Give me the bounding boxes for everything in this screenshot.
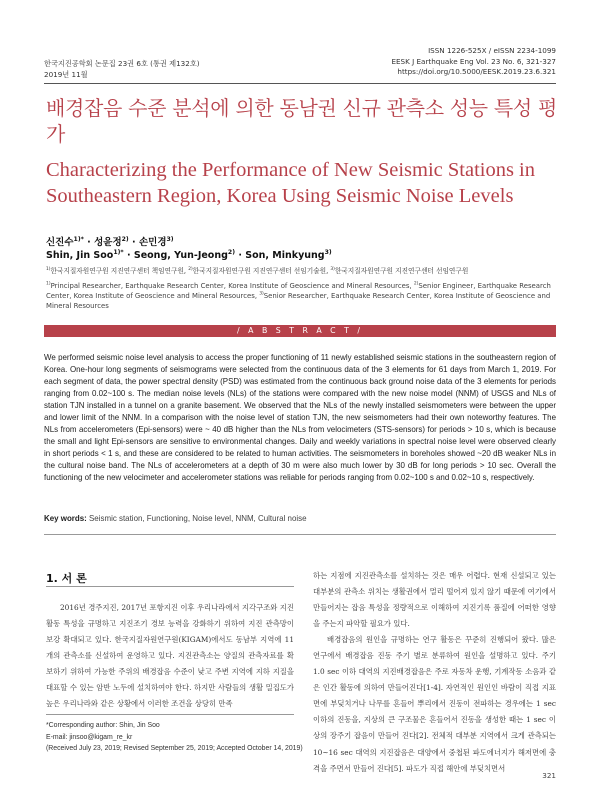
intro-paragraph: 하는 지점에 지진관측소를 설치하는 것은 매우 어렵다. 현재 신설되고 있는 대부분의 관측소 위치는 생활권에서 멀리 떨어져 있지 않기 때문에 여기에서 만들어지는 잡음 특성을 정량적으로 이해하여 지진기록 품질에 어떠한 영향을 주는지 파악할 필요가 있다.: [313, 571, 556, 629]
affiliation-text: Senior Researcher, Earthquake Research Center, Korea Institute of Geoscience and Mineral Resources: [46, 292, 551, 310]
author-email: E-mail: jinsoo@kigam_re_kr: [46, 733, 133, 741]
abstract-banner: [44, 325, 556, 337]
section-heading-introduction: 1. 서 론: [46, 572, 87, 585]
authors-ko: [46, 234, 174, 248]
issn: ISSN 1226-525X / eISSN 2234-1099: [428, 46, 556, 55]
author-separator: ·: [126, 250, 134, 261]
affiliation-sup: 3): [330, 266, 335, 272]
doi-link[interactable]: https://doi.org/10.5000/EESK.2019.23.6.321: [397, 67, 556, 76]
affiliation-sup: 1): [46, 281, 51, 287]
paper-title-ko: 배경잡음 수준 분석에 의한 동남권 신규 관측소 성능 특성 평가: [46, 96, 557, 146]
author-sup: 1)*: [113, 248, 124, 256]
footnote: [46, 720, 306, 755]
journal-name-ko: 한국지진공학회 논문집 23권 6호 (통권 제132호): [44, 59, 200, 68]
author-separator: ·: [87, 237, 95, 248]
affiliations-en: [46, 281, 556, 311]
section-divider: [46, 586, 294, 587]
author-sup: 2): [121, 235, 129, 243]
journal-name-en: EESK J Earthquake Eng Vol. 23 No. 6, 321-327: [391, 56, 556, 66]
page-number: 321: [542, 771, 556, 780]
affiliation-text: 한국지질자원연구원 지진연구센터 책임연구원,: [50, 267, 189, 275]
author-name: Son, Minkyung: [245, 250, 325, 261]
intro-text-right-column: [313, 568, 556, 777]
header-divider: [44, 83, 556, 84]
authors-en: [46, 250, 332, 261]
affiliation-sup: 2): [413, 281, 419, 287]
submission-dates: (Received July 23, 2019; Revised September 25, 2019; Accepted October 14, 2019): [46, 745, 303, 752]
affiliation-text: 한국지질자원연구원 지진연구센터 선임연구원: [334, 267, 469, 275]
author-name: Seong, Yun-Jeong: [133, 250, 228, 261]
affiliation-sup: 1): [46, 266, 51, 272]
affiliation-text: Principal Researcher, Earthquake Research Center, Korea Institute of Geoscience and Mineral Resources,: [50, 282, 414, 290]
intro-paragraph: 배경잡음의 원인을 규명하는 연구 활동은 꾸준히 진행되어 왔다. 많은 연구에서 배경잡음 진동 주기 별로 분류하여 원인을 설명하고 있다. 주기 1.0 sec 이하 대역의 지진배경잡음은 주로 자동차 운행, 기계작동 소음과 같은 인간 활동에 의하여 만들어진다[1-4]. 자연적인 원인인 바람이 직접 지표면에 부딪치거나 나무를 흔들어 뿌리에서 진동이 전파하는 경우에는 1 sec 이하의 진동을, 지상의 큰 구조물은 흔들어서 진동을 생성한 때는 1 sec 이상의 장주기 잡음이 만들어 진다[2]. 전체적 대부분 지역에서 크게 관측되는 10~16 sec 대역의 지진잡음은 대양에서 중첩된 파도에너지가 해저면에 충격을 주면서 만들어 진다[5]. 파도가 직접 해안에 부딪치면서: [313, 635, 556, 773]
author-sup: 3): [324, 248, 332, 256]
keywords-label: Key words:: [44, 514, 87, 523]
author-name: 손민경: [138, 237, 167, 248]
author-sup: 2): [227, 248, 236, 256]
issue-date-ko: 2019년 11월: [44, 69, 88, 79]
author-name: 성윤정: [94, 237, 122, 248]
affiliations-ko: [46, 265, 468, 275]
journal-header-left: [44, 59, 200, 80]
paper-title-en: Characterizing the Performance of New Seismic Stations in Southeastern Region, Korea Using Seismic Noise Levels: [46, 159, 536, 207]
author-name: Shin, Jin Soo: [46, 250, 114, 261]
affiliation-text: 한국지질자원연구원 지진연구센터 선임기술원,: [192, 267, 331, 275]
author-sup: 1)*: [73, 235, 84, 243]
abstract-text: We performed seismic noise level analysis to access the proper functioning of 11 newly established seismic stations in the southeastern region of Korea. One-hour long segments of seismograms were selected from the continuous data of the 3 elements for 61 days from March 1, 2019. For each segment of data, the power spectral density (PSD) was estimated from the continuous back ground noise data of the 3 elements for periods ranging from 0.02~100 s. The median noise levels (NLs) of the stations were compared with the new noise model (NNM) of USGS and NLs of station TJN installed in a tunnel on a granite basement. We observed that the NLs of the newly installed seismometers were between the upper and lower limit of the NNM. In a comparison with the noise level of station TJN, the new seismometers had their own noteworthy features. The NLs from accelerometers (Epi-sensors) were ~ 40 dB higher than the NLs from velocimeters (STS-sensors) for periods > 10 s, which is because the small and light Epi-sensors are sensitive to environmental changes. Daily and weekly variations in spectral noise level were observed clearly in short periods < 1 s, and these are considered to be related to human activities. The seismometers in boreholes showed ~20 dB weaker NLs in the cultural noise band. The NLs of accelerometers at a depth of 30 m were also much lower by 30 dB for long periods > 10 sec. Overall the functioning of the new velocimeter and accelerometer stations was reliable for periods ranging from 0.02~100 s and 0.02~10 s, respectively.: [44, 353, 556, 483]
author-name: 신진수: [46, 237, 74, 248]
author-separator: ·: [132, 237, 139, 248]
abstract-label: / A B S T R A C T /: [237, 326, 363, 335]
corresponding-author: *Corresponding author: Shin, Jin Soo: [46, 722, 160, 729]
keywords-divider: [44, 534, 556, 535]
journal-header-right: [391, 46, 556, 78]
author-separator: ·: [238, 250, 246, 261]
author-sup: 3): [166, 235, 174, 243]
keywords-list: Seismic station, Functioning, Noise level, NNM, Cultural noise: [89, 514, 307, 523]
intro-text-left-column: 2016년 경주지진, 2017년 포항지진 이후 우리나라에서 지각구조와 지진활동 특성을 규명하고 지진조기 경보 능력을 강화하기 위하여 지진 관측망이 보강 확대되고 있다. 한국지질자원연구원(KIGAM)에서도 동남부 지역에 11개의 관측소를 신설하여 운영하고 있다. 지진관측소는 양질의 관측자료를 확보하기 위하여 가능한 주위의 배경잡음 수준이 낮고 주변 지역에 지하 지질을 대표할 수 있는 암반 노두에 설치하여야 한다. 하지만 사람들의 생활 밀집도가 높은 우리나라와 같은 상황에서 이러한 조건을 상당히 만족: [46, 603, 294, 709]
affiliation-sup: 3): [259, 291, 264, 297]
affiliation-sup: 2): [188, 266, 193, 272]
footnote-divider: [46, 714, 294, 715]
affiliation-text: Senior Engineer, Earthquake Research Center, Korea Institute of Geoscience and Mineral Resources,: [46, 282, 551, 300]
keywords: [44, 513, 556, 525]
